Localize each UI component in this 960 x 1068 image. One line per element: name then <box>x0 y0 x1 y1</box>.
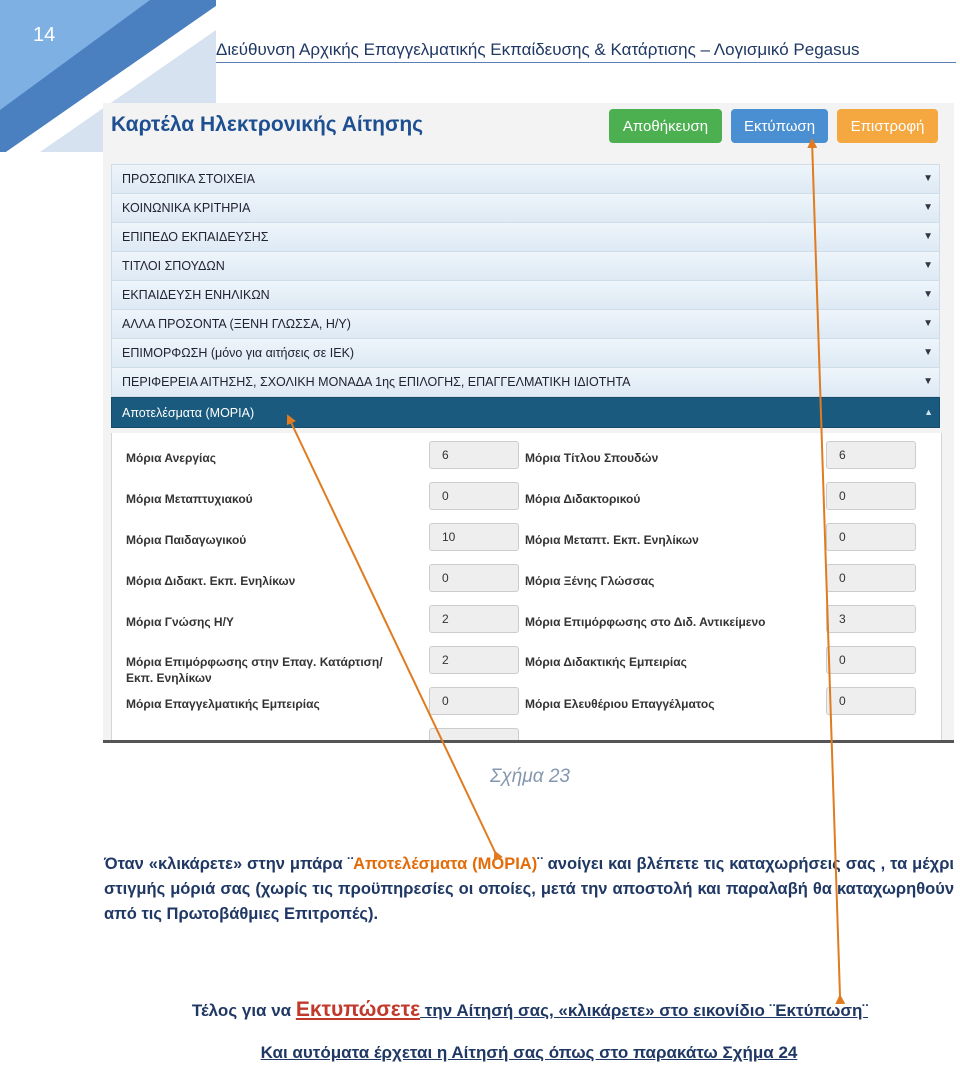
expand-arrow-icon: ▼ <box>923 347 933 358</box>
accordion-training[interactable]: ΕΠΙΜΟΡΦΩΣΗ (μόνο για αιτήσεις σε ΙΕΚ) ▼ <box>111 339 940 368</box>
result-field[interactable]: 0 <box>826 482 916 510</box>
expand-arrow-icon: ▼ <box>923 260 933 271</box>
collapse-arrow-icon: ▲ <box>924 407 933 417</box>
result-label: Μόρια Επιμόρφωσης στην Επαγ. Κατάρτιση/ Εκπ. Ενηλίκων <box>126 655 383 685</box>
result-field[interactable]: 0 <box>429 687 519 715</box>
highlight-print: Εκτυπώσετε <box>295 998 421 1021</box>
accordion-personal-info[interactable]: ΠΡΟΣΩΠΙΚΑ ΣΤΟΙΧΕΙΑ ▼ <box>111 164 940 194</box>
result-field[interactable]: 6 <box>429 441 519 469</box>
expand-arrow-icon: ▼ <box>923 231 933 242</box>
expand-arrow-icon: ▼ <box>923 318 933 329</box>
accordion-education-level[interactable]: ΕΠΙΠΕΔΟ ΕΚΠΑΙΔΕΥΣΗΣ ▼ <box>111 223 940 252</box>
result-field[interactable]: 0 <box>429 564 519 592</box>
highlight-results: Αποτελέσματα (ΜΟΡΙΑ) <box>353 855 538 873</box>
expand-arrow-icon: ▼ <box>923 289 933 300</box>
result-label: Μόρια Παιδαγωγικού <box>126 533 247 547</box>
accordion-region-school[interactable]: ΠΕΡΙΦΕΡΕΙΑ ΑΙΤΗΣΗΣ, ΣΧΟΛΙΚΗ ΜΟΝΑΔΑ 1ης ΕΠΙΛΟΓΗΣ, ΕΠΑΓΓΕΛΜΑΤΙΚΗ ΙΔΙΟΤΗΤΑ ▼ <box>111 368 940 397</box>
expand-arrow-icon: ▼ <box>923 376 933 387</box>
form-title: Καρτέλα Ηλεκτρονικής Αίτησης <box>111 113 424 136</box>
result-label: Μόρια Τίτλου Σπουδών <box>525 451 659 465</box>
accordion-results-active[interactable]: Αποτελέσματα (ΜΟΡΙΑ) ▲ <box>111 397 940 428</box>
result-label: Μόρια Ξένης Γλώσσας <box>525 574 655 588</box>
page-number: 14 <box>33 24 56 46</box>
result-field[interactable]: 6 <box>826 441 916 469</box>
figure-caption: Σχήμα 23 <box>490 766 570 787</box>
result-label: Μόρια Διδακτ. Εκπ. Ενηλίκων <box>126 574 296 588</box>
accordion-adult-education[interactable]: ΕΚΠΑΙΔΕΥΣΗ ΕΝΗΛΙΚΩΝ ▼ <box>111 281 940 310</box>
print-button[interactable]: Εκτύπωση <box>731 109 828 143</box>
paragraph-next-figure: Και αυτόματα έρχεται η Αίτησή σας όπως στο παρακάτω Σχήμα 24 <box>260 1043 798 1062</box>
save-button[interactable]: Αποθήκευση <box>609 109 722 143</box>
arrow-to-print <box>812 140 840 996</box>
result-label: Μόρια Μεταπτυχιακού <box>126 492 253 506</box>
result-label: Μόρια Μεταπτ. Εκπ. Ενηλίκων <box>525 533 699 547</box>
arrow-to-results <box>288 416 495 852</box>
expand-arrow-icon: ▼ <box>923 173 933 184</box>
result-field[interactable]: 0 <box>826 646 916 674</box>
result-label: Μόρια Διδακτορικού <box>525 492 641 506</box>
accordion-degrees[interactable]: ΤΙΤΛΟΙ ΣΠΟΥΔΩΝ ▼ <box>111 252 940 281</box>
result-label: Μόρια Ελευθέριου Επαγγέλματος <box>525 697 715 711</box>
expand-arrow-icon: ▼ <box>923 202 933 213</box>
result-label: Μόρια Διδακτικής Εμπειρίας <box>525 655 687 669</box>
page-header-title: Διεύθυνση Αρχικής Επαγγελματικής Εκπαίδευσης & Κατάρτισης – Λογισμικό Pegasus <box>216 40 860 59</box>
accordion-other-qualifications[interactable]: ΑΛΛΑ ΠΡΟΣΟΝΤΑ (ΞΕΝΗ ΓΛΩΣΣΑ, Η/Υ) ▼ <box>111 310 940 339</box>
result-label: Μόρια Ανεργίας <box>126 451 216 465</box>
result-field[interactable]: 0 <box>826 687 916 715</box>
result-field[interactable]: 2 <box>429 646 519 674</box>
result-field[interactable]: 0 <box>826 564 916 592</box>
result-field[interactable]: 10 <box>429 523 519 551</box>
result-label: Μόρια Επαγγελματικής Εμπειρίας <box>126 697 320 711</box>
result-field[interactable]: 0 <box>826 523 916 551</box>
result-field[interactable]: 3 <box>826 605 916 633</box>
result-label: Μόρια Επιμόρφωσης στο Διδ. Αντικείμενο <box>525 615 766 629</box>
result-field[interactable]: 0 <box>429 482 519 510</box>
result-field[interactable]: 2 <box>429 605 519 633</box>
result-label: Μόρια Γνώσης Η/Υ <box>126 615 234 629</box>
back-button[interactable]: Επιστροφή <box>837 109 938 143</box>
accordion-social-criteria[interactable]: ΚΟΙΝΩΝΙΚΑ ΚΡΙΤΗΡΙΑ ▼ <box>111 194 940 223</box>
paragraph-print: Τέλος για να Εκτυπώσετε την Αίτησή σας, «κλικάρετε» στο εικονίδιο ¨Εκτύπωση¨ <box>191 998 869 1021</box>
paragraph-results: Όταν «κλικάρετε» στην μπάρα ¨Αποτελέσματα (ΜΟΡΙΑ)¨ ανοίγει και βλέπετε τις καταχωρήσεις σας , τα μέχρι στιγμής μόριά σας (χωρίς τις προϋπηρεσίες οι οποίες, μετά την αποστολή και παραλαβή θα καταχωρηθούν από τις Πρωτοβάθμιες Επιτροπές). <box>104 855 954 923</box>
